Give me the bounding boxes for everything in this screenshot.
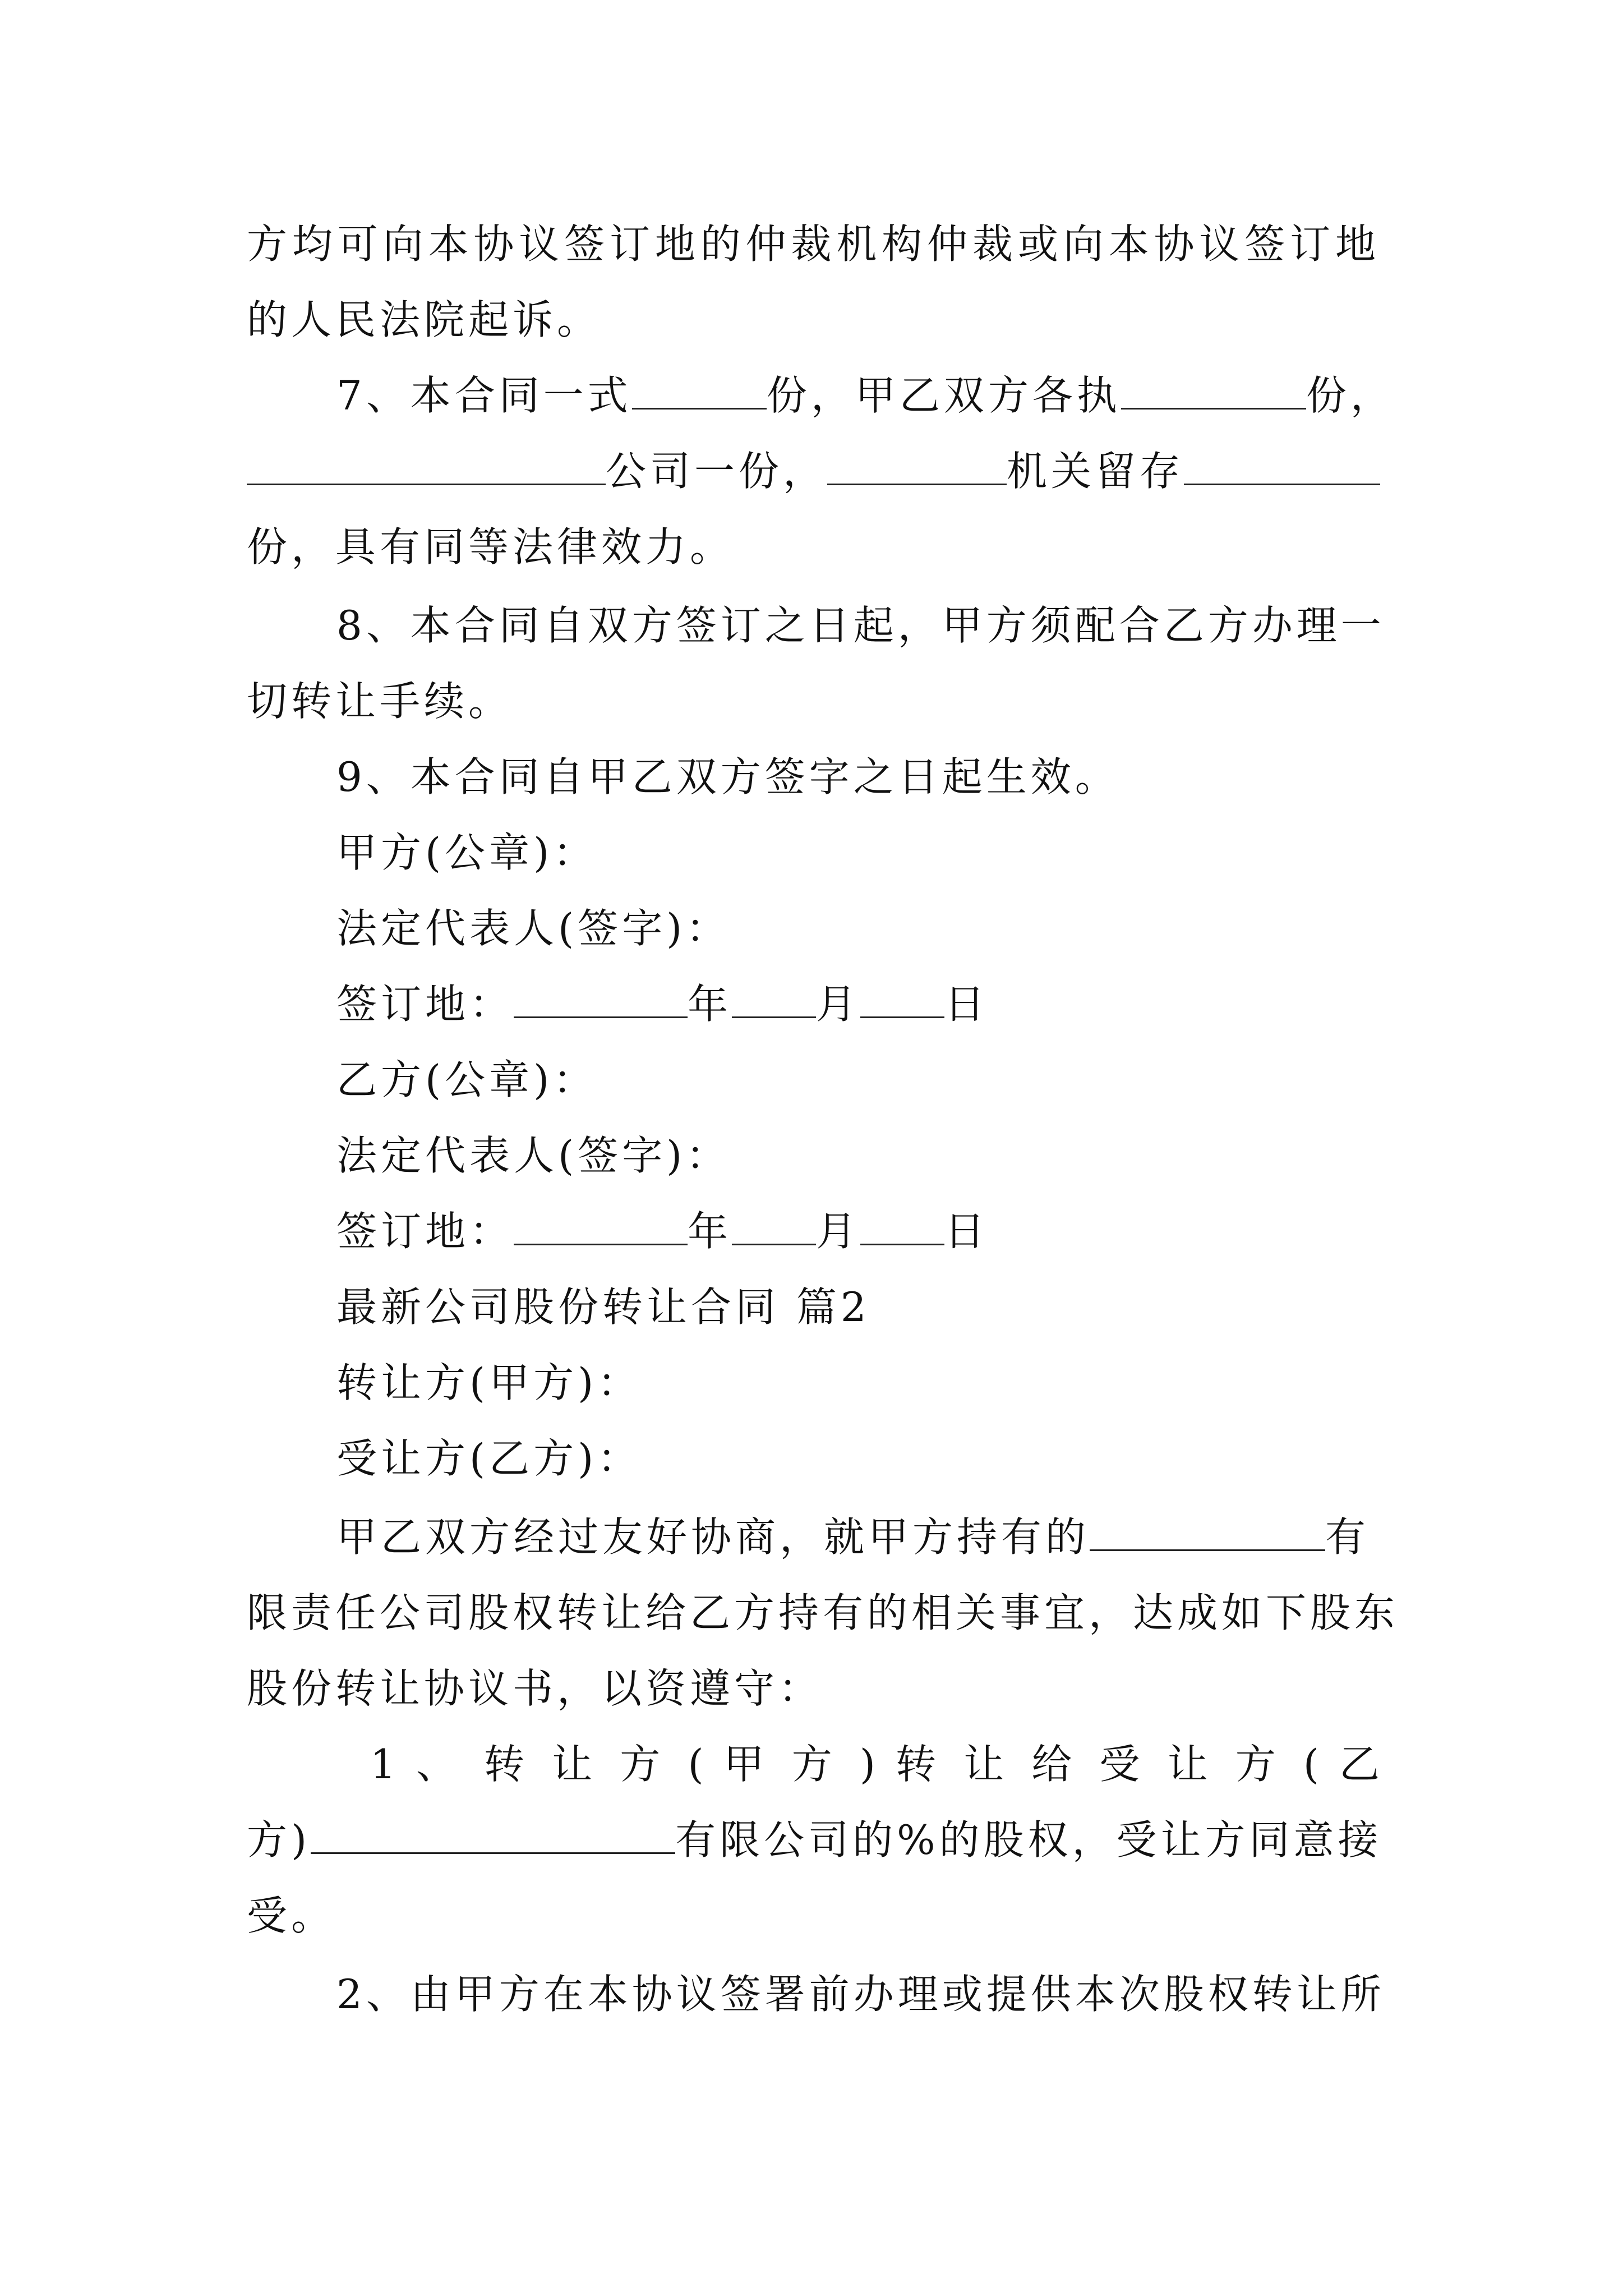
blank-field [1090, 1517, 1325, 1551]
text-line: 限责任公司股权转让给乙方持有的相关事宜，达成如下股东 [247, 1589, 1399, 1636]
party-b-sign-place-line [336, 1203, 989, 1259]
blank-field [311, 1820, 675, 1854]
blank-field [514, 984, 688, 1018]
month-label: 月 [816, 981, 861, 1028]
text-line: 股份转让协议书，以资遵守： [247, 1665, 823, 1712]
blank-field [1184, 451, 1380, 485]
blank-field [247, 451, 606, 485]
blank-field [514, 1211, 688, 1245]
transferee-label: 受让方(乙方)： [336, 1435, 642, 1482]
party-a-sign-place-line [336, 976, 989, 1032]
sign-place-label: 签订地： [336, 1208, 514, 1255]
clause-text: 7、本合同一式 [336, 372, 632, 419]
blank-field [732, 984, 816, 1018]
clause-text: 机关留存 [1007, 448, 1184, 495]
day-label: 日 [944, 1208, 989, 1255]
text-line: 切转让手续。 [247, 678, 513, 725]
clause-text: 方) [247, 1816, 311, 1864]
clause-7-line [336, 367, 1395, 424]
blank-field [860, 1211, 944, 1245]
sign-place-label: 签订地： [336, 981, 514, 1028]
party-b-representative-label: 法定代表人(签字)： [336, 1132, 731, 1179]
blank-field [1121, 375, 1306, 409]
clause-9-line: 9、本合同自甲乙双方签字之日起生效。 [336, 753, 1119, 800]
transferor-label: 转让方(甲方)： [336, 1359, 642, 1406]
clause-text: 有限公司的%的股权，受让方同意接 [675, 1816, 1382, 1864]
clause-8-line: 8、本合同自双方签订之日起，甲方须配合乙方办理一 [336, 602, 1385, 649]
text-line: 的人民法院起诉。 [247, 296, 602, 343]
clause-1-line: 1 、 转 让 方 ( 甲 方 ) 转 让 给 受 让 方 ( 乙 [370, 1741, 1380, 1788]
clause-text: 有 [1325, 1513, 1370, 1561]
party-a-seal-label: 甲方(公章)： [336, 829, 598, 876]
party-b-seal-label: 乙方(公章)： [336, 1056, 598, 1103]
blank-field [732, 1211, 816, 1245]
text-line: 方均可向本协议签订地的仲裁机构仲裁或向本协议签订地 [247, 220, 1380, 268]
year-label: 年 [688, 1208, 732, 1255]
text-line: 份，具有同等法律效力。 [247, 523, 735, 570]
blank-field [632, 375, 767, 409]
text-line [247, 1812, 1382, 1868]
year-label: 年 [688, 981, 732, 1028]
clause-2-line: 2、由甲方在本协议签署前办理或提供本次股权转让所 [336, 1971, 1385, 2018]
party-a-representative-label: 法定代表人(签字)： [336, 905, 731, 952]
clause-text: 份， [1306, 372, 1395, 419]
day-label: 日 [944, 981, 989, 1028]
blank-field [860, 984, 944, 1018]
text-line: 受。 [247, 1892, 336, 1939]
text-line [247, 443, 1380, 499]
clause-text: 份，甲乙双方各执 [766, 372, 1121, 419]
month-label: 月 [816, 1208, 861, 1255]
clause-text: 甲乙双方经过友好协商，就甲方持有的 [336, 1513, 1090, 1561]
clause-text: 公司一份， [606, 448, 828, 495]
blank-field [827, 451, 1007, 485]
section-heading: 最新公司股份转让合同 篇2 [336, 1283, 870, 1331]
text-line [336, 1509, 1370, 1565]
